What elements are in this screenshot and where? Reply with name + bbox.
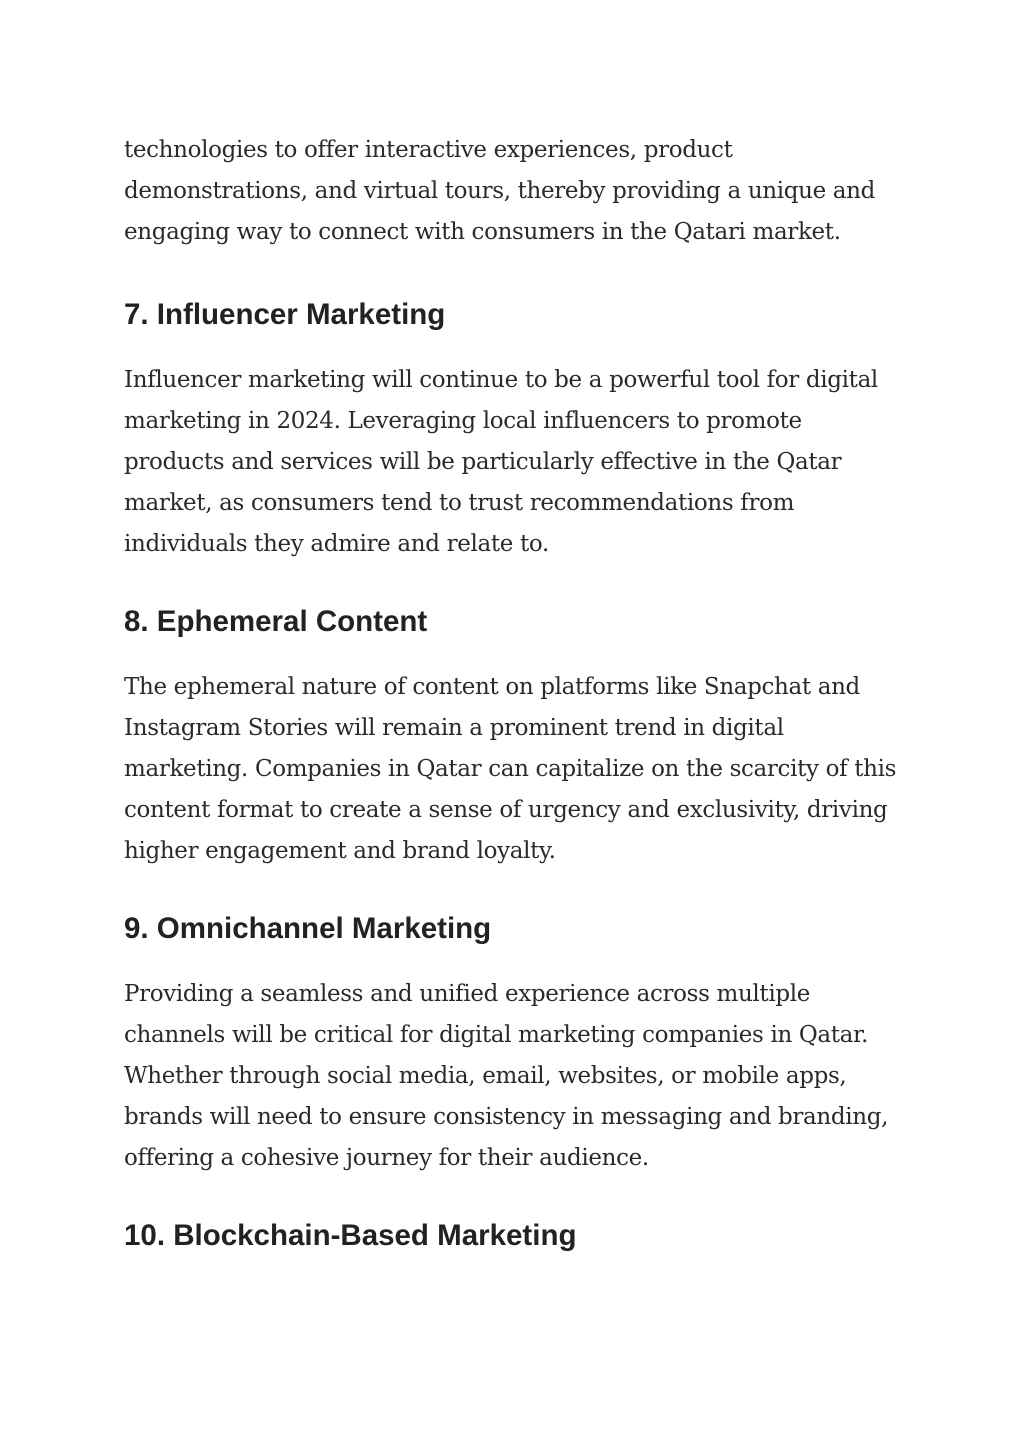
section-paragraph-omnichannel-marketing	[124, 974, 904, 1180]
text-line: brands will need to ensure consistency in messaging and branding,	[124, 1104, 889, 1131]
text-line: Influencer marketing will continue to be a powerful tool for digital	[124, 366, 878, 393]
section-heading-omnichannel-marketing: 9. Omnichannel Marketing	[124, 911, 492, 945]
section-paragraph-influencer-marketing	[124, 360, 904, 566]
text-line: Instagram Stories will remain a prominent trend in digital	[124, 714, 784, 741]
text-line: individuals they admire and relate to.	[124, 531, 549, 558]
text-line: channels will be critical for digital marketing companies in Qatar.	[124, 1021, 869, 1048]
text-line: Whether through social media, email, websites, or mobile apps,	[124, 1063, 847, 1090]
section-heading-blockchain-based-marketing: 10. Blockchain-Based Marketing	[124, 1218, 577, 1252]
section-heading-ephemeral-content: 8. Ephemeral Content	[124, 604, 428, 638]
text-line: marketing. Companies in Qatar can capitalize on the scarcity of this	[124, 756, 897, 783]
text-line: higher engagement and brand loyalty.	[124, 838, 556, 865]
text-line: technologies to offer interactive experiences, product	[124, 137, 733, 163]
section-heading-influencer-marketing: 7. Influencer Marketing	[124, 297, 446, 331]
section-paragraph-ephemeral-content	[124, 667, 904, 873]
document-page	[124, 130, 904, 1254]
text-line: content format to create a sense of urgency and exclusivity, driving	[124, 797, 888, 824]
text-line: offering a cohesive journey for their audience.	[124, 1145, 649, 1172]
intro-paragraph	[124, 130, 904, 254]
text-line: market, as consumers tend to trust recommendations from	[124, 490, 795, 517]
text-line: The ephemeral nature of content on platforms like Snapchat and	[124, 673, 860, 700]
text-line: demonstrations, and virtual tours, thereby providing a unique and	[124, 178, 876, 205]
text-line: marketing in 2024. Leveraging local influencers to promote	[124, 407, 802, 434]
text-line: products and services will be particularly effective in the Qatar	[124, 449, 842, 476]
text-line: Providing a seamless and unified experience across multiple	[124, 980, 810, 1007]
text-line: engaging way to connect with consumers in the Qatari market.	[124, 219, 841, 246]
